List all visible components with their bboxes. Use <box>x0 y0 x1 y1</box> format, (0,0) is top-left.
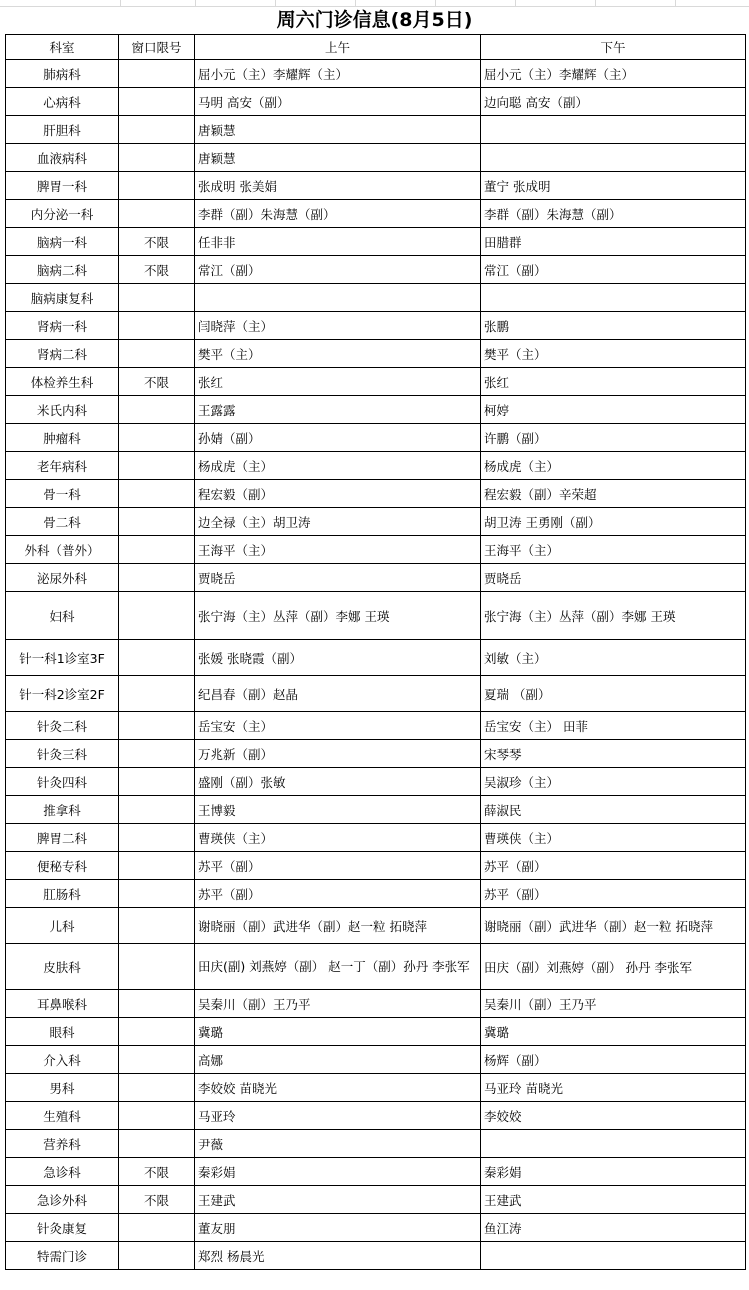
window-limit-cell <box>119 852 195 880</box>
morning-cell: 闫晓萍（主） <box>195 312 481 340</box>
table-row <box>6 768 746 796</box>
afternoon-cell: 董宁 张成明 <box>481 172 746 200</box>
dept-cell: 急诊科 <box>6 1158 119 1186</box>
morning-cell: 盛刚（副）张敏 <box>195 768 481 796</box>
table-row <box>6 340 746 368</box>
afternoon-cell: 程宏毅（副）辛荣超 <box>481 480 746 508</box>
dept-cell: 耳鼻喉科 <box>6 990 119 1018</box>
dept-cell: 内分泌一科 <box>6 200 119 228</box>
table-row <box>6 1046 746 1074</box>
afternoon-cell: 吴秦川（副）王乃平 <box>481 990 746 1018</box>
afternoon-cell: 张宁海（主）丛萍（副）李娜 王瑛 <box>481 592 746 640</box>
table-row <box>6 228 746 256</box>
dept-cell: 男科 <box>6 1074 119 1102</box>
afternoon-cell: 杨成虎（主） <box>481 452 746 480</box>
dept-cell: 针一科2诊室2F <box>6 676 119 712</box>
morning-cell: 秦彩娟 <box>195 1158 481 1186</box>
table-row <box>6 592 746 640</box>
morning-cell: 张红 <box>195 368 481 396</box>
window-limit-cell <box>119 880 195 908</box>
morning-cell: 杨成虎（主） <box>195 452 481 480</box>
table-row <box>6 60 746 88</box>
afternoon-cell: 马亚玲 苗晓光 <box>481 1074 746 1102</box>
window-limit-cell: 不限 <box>119 256 195 284</box>
morning-cell: 王海平（主） <box>195 536 481 564</box>
morning-cell: 田庆(副) 刘燕婷（副） 赵一丁（副）孙丹 李张军 <box>195 944 481 990</box>
dept-cell: 老年病科 <box>6 452 119 480</box>
morning-cell: 程宏毅（副） <box>195 480 481 508</box>
afternoon-cell: 柯婷 <box>481 396 746 424</box>
dept-cell: 特需门诊 <box>6 1242 119 1270</box>
table-row <box>6 640 746 676</box>
window-limit-cell: 不限 <box>119 1186 195 1214</box>
morning-cell: 唐颖慧 <box>195 144 481 172</box>
afternoon-cell: 胡卫涛 王勇刚（副） <box>481 508 746 536</box>
dept-cell: 肾病一科 <box>6 312 119 340</box>
morning-cell: 王博毅 <box>195 796 481 824</box>
table-row <box>6 1074 746 1102</box>
window-limit-cell <box>119 60 195 88</box>
table-row <box>6 452 746 480</box>
afternoon-cell: 鱼江涛 <box>481 1214 746 1242</box>
table-row <box>6 1214 746 1242</box>
dept-cell: 体检养生科 <box>6 368 119 396</box>
dept-cell: 针一科1诊室3F <box>6 640 119 676</box>
dept-cell: 泌尿外科 <box>6 564 119 592</box>
window-limit-cell <box>119 284 195 312</box>
window-limit-cell: 不限 <box>119 1158 195 1186</box>
header-dept: 科室 <box>6 35 119 60</box>
dept-cell: 心病科 <box>6 88 119 116</box>
morning-cell: 李姣姣 苗晓光 <box>195 1074 481 1102</box>
dept-cell: 便秘专科 <box>6 852 119 880</box>
window-limit-cell <box>119 944 195 990</box>
morning-cell: 万兆新（副） <box>195 740 481 768</box>
window-limit-cell <box>119 1102 195 1130</box>
afternoon-cell: 谢晓丽（副）武进华（副）赵一粒 拓晓萍 <box>481 908 746 944</box>
table-body <box>6 35 746 1270</box>
morning-cell: 孙婧（副） <box>195 424 481 452</box>
dept-cell: 针灸二科 <box>6 712 119 740</box>
dept-cell: 营养科 <box>6 1130 119 1158</box>
table-row <box>6 396 746 424</box>
table-row <box>6 368 746 396</box>
morning-cell: 岳宝安（主） <box>195 712 481 740</box>
afternoon-cell: 屈小元（主）李耀辉（主） <box>481 60 746 88</box>
afternoon-cell: 刘敏（主） <box>481 640 746 676</box>
window-limit-cell <box>119 396 195 424</box>
table-row <box>6 536 746 564</box>
window-limit-cell <box>119 740 195 768</box>
window-limit-cell <box>119 1018 195 1046</box>
morning-cell: 冀璐 <box>195 1018 481 1046</box>
table-row <box>6 824 746 852</box>
dept-cell: 脑病康复科 <box>6 284 119 312</box>
clinic-schedule-table <box>5 34 746 1270</box>
dept-cell: 肛肠科 <box>6 880 119 908</box>
afternoon-cell: 吴淑珍（主） <box>481 768 746 796</box>
table-row <box>6 740 746 768</box>
header-limit: 窗口限号 <box>119 35 195 60</box>
dept-cell: 米氏内科 <box>6 396 119 424</box>
window-limit-cell <box>119 908 195 944</box>
table-row <box>6 1018 746 1046</box>
afternoon-cell <box>481 144 746 172</box>
window-limit-cell <box>119 508 195 536</box>
window-limit-cell <box>119 452 195 480</box>
morning-cell: 谢晓丽（副）武进华（副）赵一粒 拓晓萍 <box>195 908 481 944</box>
morning-cell: 任非非 <box>195 228 481 256</box>
window-limit-cell <box>119 536 195 564</box>
table-row <box>6 712 746 740</box>
page-title: 周六门诊信息(8月5日) <box>276 9 473 31</box>
window-limit-cell <box>119 564 195 592</box>
window-limit-cell <box>119 824 195 852</box>
window-limit-cell <box>119 768 195 796</box>
table-row <box>6 1130 746 1158</box>
table-row <box>6 852 746 880</box>
afternoon-cell: 张鹏 <box>481 312 746 340</box>
window-limit-cell <box>119 1046 195 1074</box>
afternoon-cell: 苏平（副） <box>481 852 746 880</box>
morning-cell <box>195 284 481 312</box>
morning-cell: 曹瑛侠（主） <box>195 824 481 852</box>
dept-cell: 眼科 <box>6 1018 119 1046</box>
dept-cell: 骨二科 <box>6 508 119 536</box>
afternoon-cell: 夏瑞 （副） <box>481 676 746 712</box>
morning-cell: 纪昌春（副）赵晶 <box>195 676 481 712</box>
afternoon-cell: 贾晓岳 <box>481 564 746 592</box>
table-row <box>6 284 746 312</box>
morning-cell: 贾晓岳 <box>195 564 481 592</box>
window-limit-cell <box>119 990 195 1018</box>
dept-cell: 推拿科 <box>6 796 119 824</box>
morning-cell: 樊平（主） <box>195 340 481 368</box>
table-row <box>6 1102 746 1130</box>
table-row <box>6 424 746 452</box>
dept-cell: 脾胃二科 <box>6 824 119 852</box>
window-limit-cell <box>119 1242 195 1270</box>
afternoon-cell: 宋琴琴 <box>481 740 746 768</box>
table-row <box>6 908 746 944</box>
table-row <box>6 172 746 200</box>
dept-cell: 针灸三科 <box>6 740 119 768</box>
morning-cell: 苏平（副） <box>195 880 481 908</box>
window-limit-cell <box>119 712 195 740</box>
window-limit-cell <box>119 640 195 676</box>
afternoon-cell: 田庆（副）刘燕婷（副） 孙丹 李张军 <box>481 944 746 990</box>
dept-cell: 儿科 <box>6 908 119 944</box>
morning-cell: 唐颖慧 <box>195 116 481 144</box>
table-row <box>6 990 746 1018</box>
afternoon-cell: 岳宝安（主） 田菲 <box>481 712 746 740</box>
window-limit-cell <box>119 480 195 508</box>
morning-cell: 张媛 张晓霞（副） <box>195 640 481 676</box>
morning-cell: 王露露 <box>195 396 481 424</box>
table-row <box>6 200 746 228</box>
window-limit-cell <box>119 144 195 172</box>
dept-cell: 骨一科 <box>6 480 119 508</box>
morning-cell: 屈小元（主）李耀辉（主） <box>195 60 481 88</box>
header-pm: 下午 <box>481 35 746 60</box>
window-limit-cell <box>119 312 195 340</box>
dept-cell: 妇科 <box>6 592 119 640</box>
morning-cell: 尹薇 <box>195 1130 481 1158</box>
afternoon-cell: 曹瑛侠（主） <box>481 824 746 852</box>
window-limit-cell: 不限 <box>119 368 195 396</box>
dept-cell: 急诊外科 <box>6 1186 119 1214</box>
dept-cell: 肾病二科 <box>6 340 119 368</box>
table-row <box>6 880 746 908</box>
morning-cell: 张成明 张美娟 <box>195 172 481 200</box>
dept-cell: 生殖科 <box>6 1102 119 1130</box>
table-row <box>6 256 746 284</box>
dept-cell: 血液病科 <box>6 144 119 172</box>
morning-cell: 李群（副）朱海慧（副） <box>195 200 481 228</box>
morning-cell: 边全禄（主）胡卫涛 <box>195 508 481 536</box>
morning-cell: 王建武 <box>195 1186 481 1214</box>
header-row <box>6 35 746 60</box>
window-limit-cell <box>119 1130 195 1158</box>
afternoon-cell: 李姣姣 <box>481 1102 746 1130</box>
morning-cell: 马明 高安（副） <box>195 88 481 116</box>
table-row <box>6 144 746 172</box>
afternoon-cell: 秦彩娟 <box>481 1158 746 1186</box>
window-limit-cell: 不限 <box>119 228 195 256</box>
morning-cell: 苏平（副） <box>195 852 481 880</box>
dept-cell: 针灸四科 <box>6 768 119 796</box>
dept-cell: 外科（普外） <box>6 536 119 564</box>
dept-cell: 肺病科 <box>6 60 119 88</box>
header-am: 上午 <box>195 35 481 60</box>
window-limit-cell <box>119 116 195 144</box>
table-row <box>6 944 746 990</box>
afternoon-cell: 边向聪 高安（副） <box>481 88 746 116</box>
table-row <box>6 480 746 508</box>
dept-cell: 皮肤科 <box>6 944 119 990</box>
table-row <box>6 796 746 824</box>
afternoon-cell: 薛淑民 <box>481 796 746 824</box>
table-row <box>6 312 746 340</box>
dept-cell: 针灸康复 <box>6 1214 119 1242</box>
dept-cell: 脾胃一科 <box>6 172 119 200</box>
dept-cell: 脑病一科 <box>6 228 119 256</box>
window-limit-cell <box>119 88 195 116</box>
dept-cell: 介入科 <box>6 1046 119 1074</box>
morning-cell: 常江（副） <box>195 256 481 284</box>
morning-cell: 吴秦川（副）王乃平 <box>195 990 481 1018</box>
afternoon-cell <box>481 284 746 312</box>
table-row <box>6 564 746 592</box>
afternoon-cell: 苏平（副） <box>481 880 746 908</box>
dept-cell: 肿瘤科 <box>6 424 119 452</box>
afternoon-cell: 常江（副） <box>481 256 746 284</box>
morning-cell: 董友朋 <box>195 1214 481 1242</box>
afternoon-cell: 田腊群 <box>481 228 746 256</box>
afternoon-cell <box>481 116 746 144</box>
table-row <box>6 88 746 116</box>
window-limit-cell <box>119 796 195 824</box>
table-row <box>6 676 746 712</box>
afternoon-cell: 李群（副）朱海慧（副） <box>481 200 746 228</box>
afternoon-cell: 杨辉（副） <box>481 1046 746 1074</box>
afternoon-cell: 王建武 <box>481 1186 746 1214</box>
afternoon-cell: 许鹏（副） <box>481 424 746 452</box>
afternoon-cell <box>481 1242 746 1270</box>
afternoon-cell: 樊平（主） <box>481 340 746 368</box>
table-row <box>6 1242 746 1270</box>
window-limit-cell <box>119 1214 195 1242</box>
dept-cell: 肝胆科 <box>6 116 119 144</box>
window-limit-cell <box>119 424 195 452</box>
window-limit-cell <box>119 200 195 228</box>
dept-cell: 脑病二科 <box>6 256 119 284</box>
table-row <box>6 1158 746 1186</box>
window-limit-cell <box>119 340 195 368</box>
afternoon-cell: 王海平（主） <box>481 536 746 564</box>
morning-cell: 马亚玲 <box>195 1102 481 1130</box>
morning-cell: 张宁海（主）丛萍（副）李娜 王瑛 <box>195 592 481 640</box>
window-limit-cell <box>119 592 195 640</box>
morning-cell: 郑烈 杨晨光 <box>195 1242 481 1270</box>
table-row <box>6 508 746 536</box>
afternoon-cell: 冀璐 <box>481 1018 746 1046</box>
window-limit-cell <box>119 676 195 712</box>
table-row <box>6 1186 746 1214</box>
afternoon-cell: 张红 <box>481 368 746 396</box>
window-limit-cell <box>119 172 195 200</box>
window-limit-cell <box>119 1074 195 1102</box>
morning-cell: 高娜 <box>195 1046 481 1074</box>
table-row <box>6 116 746 144</box>
afternoon-cell <box>481 1130 746 1158</box>
